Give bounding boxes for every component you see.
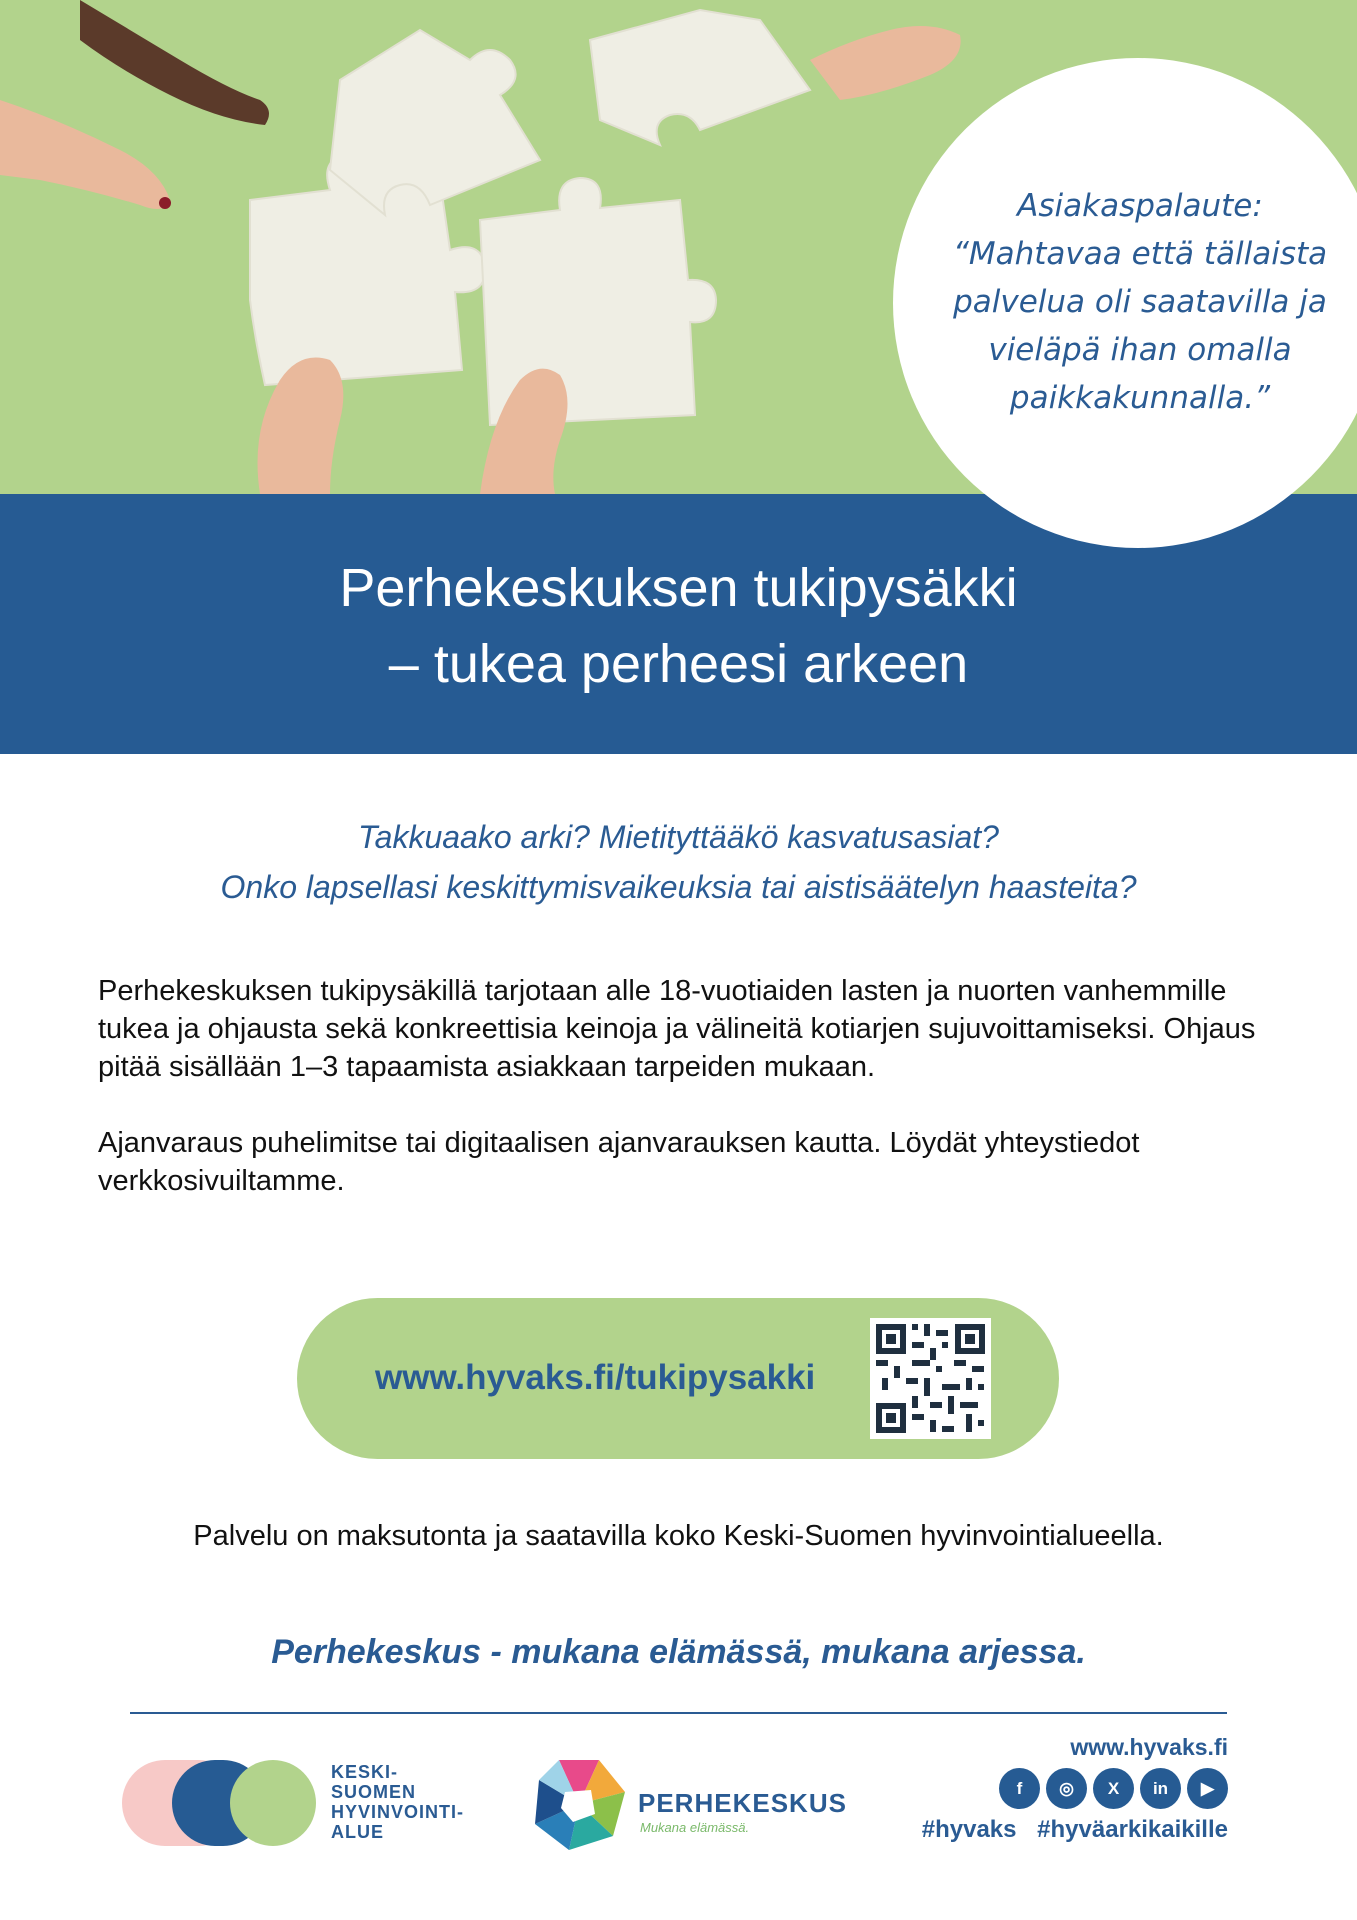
free-service-note: Palvelu on maksutonta ja saatavilla koko Keski-Suomen hyvinvointialueella. bbox=[193, 1520, 1164, 1552]
logo-line: KESKI- bbox=[331, 1762, 399, 1782]
question-line-1: Takkuaako arki? Mietityttääkö kasvatusasiat? bbox=[358, 819, 999, 855]
logo-line: ALUE bbox=[331, 1822, 384, 1842]
footer-website-link[interactable]: www.hyvaks.fi bbox=[1070, 1734, 1228, 1760]
slogan: Perhekeskus - mukana elämässä, mukana arjessa. bbox=[271, 1633, 1086, 1671]
qr-code-icon[interactable] bbox=[870, 1318, 991, 1439]
quote-line: vieläpä ihan omalla bbox=[988, 332, 1292, 368]
body-paragraph-1: Perhekeskuksen tukipysäkillä tarjotaan alle 18-vuotiaiden lasten ja nuorten vanhemmille tukea ja ohjausta sekä konkreettisia keinoja ja välineitä kotiarjen sujuvoittamiseksi. Ohjaus pitää sisällään 1–3 tapaamista asiakkaan tarpeiden mukaan. bbox=[98, 975, 1256, 1083]
instagram-icon[interactable]: ◎ bbox=[1046, 1768, 1087, 1809]
body-paragraph-2: Ajanvaraus puhelimitse tai digitaalisen ajanvarauksen kautta. Löydät yhteystiedot verkkosivuiltamme. bbox=[98, 1127, 1140, 1197]
logo-line: SUOMEN bbox=[331, 1782, 417, 1802]
facebook-icon[interactable]: f bbox=[999, 1768, 1040, 1809]
perhekeskus-logo bbox=[529, 1754, 629, 1859]
website-link[interactable]: www.hyvaks.fi/tukipysakki bbox=[375, 1358, 816, 1397]
perhekeskus-logo-mark bbox=[529, 1754, 629, 1854]
quote-line: Asiakaspalaute: bbox=[1017, 188, 1263, 224]
youtube-icon[interactable]: ▶ bbox=[1187, 1768, 1228, 1809]
hyvinvointialue-logo-mark bbox=[122, 1760, 316, 1846]
intro-questions bbox=[0, 812, 1357, 912]
body-text bbox=[98, 972, 1268, 1238]
quote-line: palvelua oli saatavilla ja bbox=[953, 284, 1327, 320]
hashtags bbox=[880, 1815, 1228, 1845]
hyvinvointialue-logo-text bbox=[331, 1762, 464, 1842]
hashtag: #hyväarkikaikille bbox=[1037, 1816, 1228, 1843]
title-line-2: – tukea perheesi arkeen bbox=[388, 634, 969, 694]
linkedin-icon[interactable]: in bbox=[1140, 1768, 1181, 1809]
logo-line: HYVINVOINTI- bbox=[331, 1802, 465, 1822]
perhekeskus-logo-name: PERHEKESKUS bbox=[638, 1788, 847, 1818]
testimonial-quote bbox=[930, 182, 1350, 422]
quote-line: “Mahtavaa että tällaista bbox=[952, 236, 1328, 272]
qr-code-graphic bbox=[870, 1318, 991, 1439]
social-links bbox=[999, 1768, 1228, 1809]
page-title bbox=[0, 550, 1357, 702]
quote-line: paikkakunnalla.” bbox=[1009, 380, 1271, 416]
x-icon[interactable]: X bbox=[1093, 1768, 1134, 1809]
title-line-1: Perhekeskuksen tukipysäkki bbox=[339, 558, 1018, 618]
perhekeskus-logo-tagline: Mukana elämässä. bbox=[640, 1820, 750, 1835]
hashtag: #hyvaks bbox=[921, 1816, 1017, 1843]
question-line-2: Onko lapsellasi keskittymisvaikeuksia tai aistisäätelyn haasteita? bbox=[220, 869, 1137, 905]
footer-divider bbox=[130, 1712, 1227, 1714]
hyvinvointialue-logo bbox=[122, 1760, 316, 1851]
